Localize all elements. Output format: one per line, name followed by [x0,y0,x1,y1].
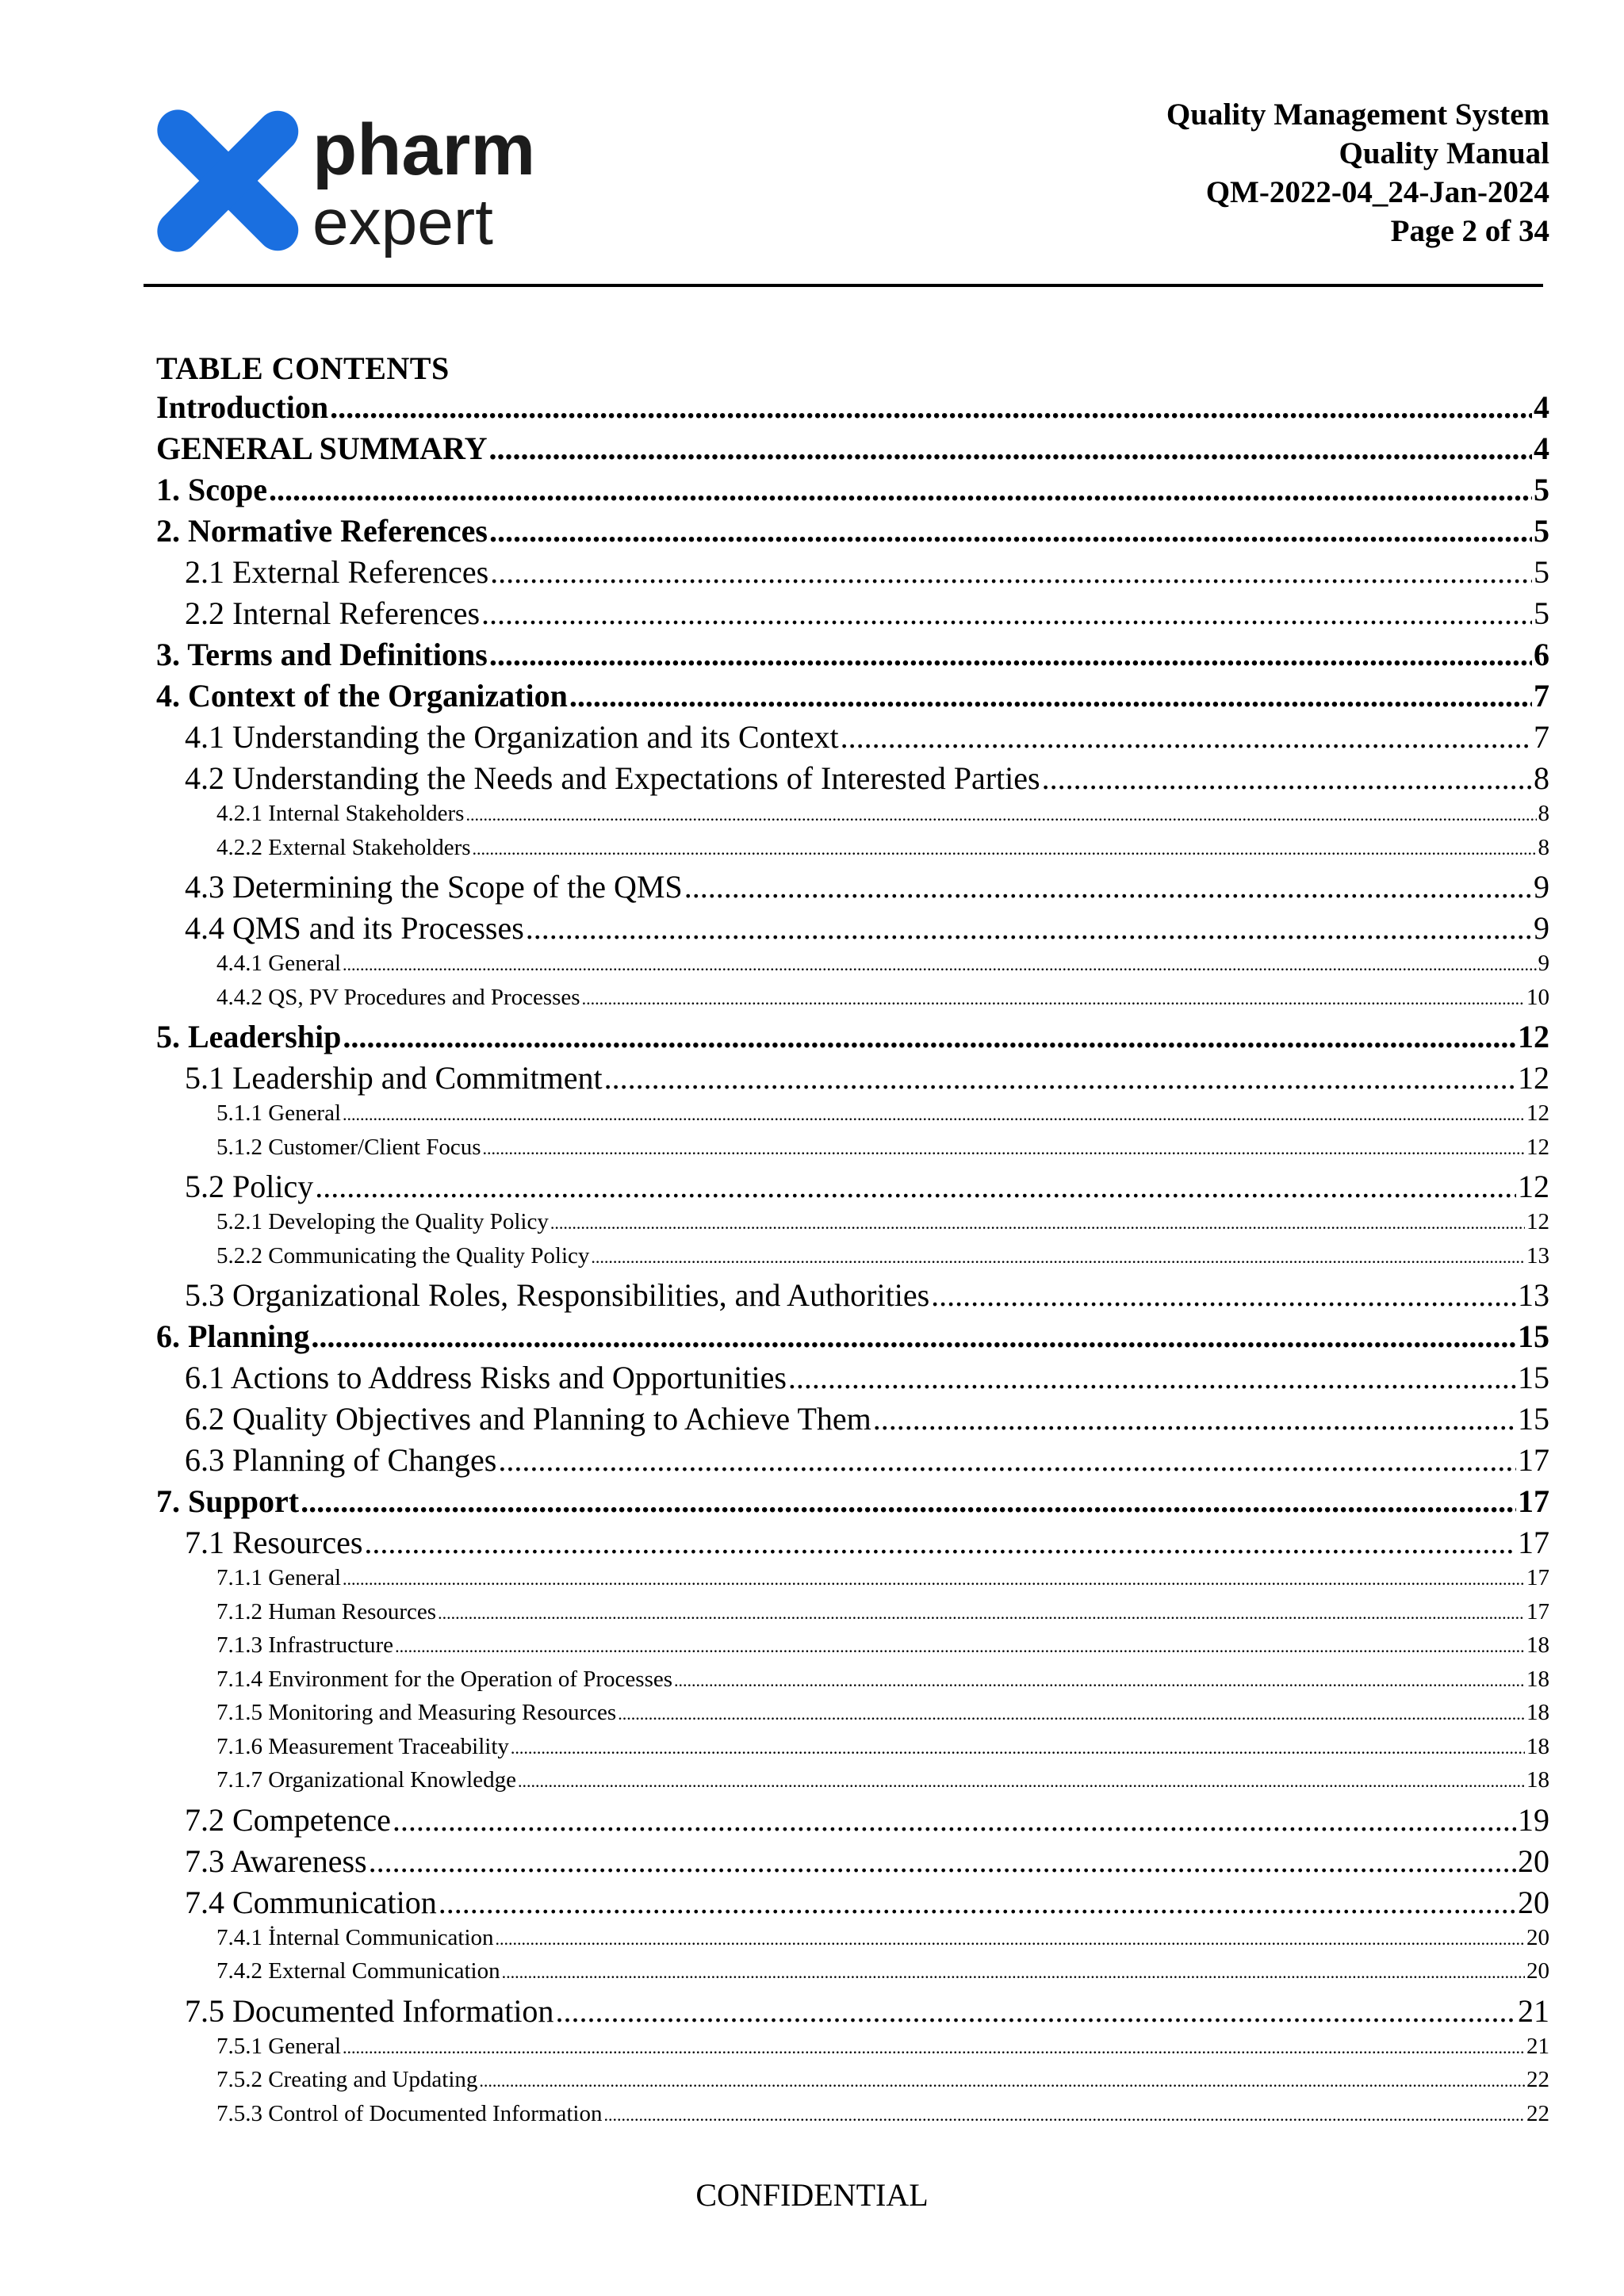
toc-entry[interactable] [156,553,1549,595]
toc-entry-page: 9 [1534,869,1549,905]
toc-dot-leader [364,1524,1516,1561]
toc-entry-page: 18 [1526,1700,1549,1725]
toc-entry-label: 7.5.2 Creating and Updating [216,2067,478,2092]
toc-entry-label: 7.1 Resources [185,1525,363,1560]
toc-entry[interactable] [156,677,1549,718]
toc-dot-leader [550,1213,1525,1234]
toc-entry-page: 17 [1518,1442,1549,1478]
toc-entry-page: 22 [1526,2067,1549,2092]
toc-entry-label: 4.1 Understanding the Organization and its Context [185,719,839,755]
toc-entry-page: 18 [1526,1666,1549,1692]
toc-entry-page: 6 [1534,637,1549,672]
toc-entry[interactable] [156,718,1549,760]
header-document-title: Quality Manual [1339,136,1549,170]
toc-entry-page: 15 [1518,1318,1549,1354]
toc-entry[interactable] [156,2034,1549,2067]
toc-entry[interactable] [156,1767,1549,1800]
toc-entry-page: 17 [1526,1565,1549,1590]
toc-entry-page: 20 [1518,1884,1549,1920]
toc-entry-page: 12 [1518,1019,1549,1054]
toc-dot-leader [788,1359,1516,1396]
header-document-code: QM-2022-04_24-Jan-2024 [1205,175,1549,209]
toc-entry-label: 5.2 Policy [185,1169,314,1204]
toc-dot-leader [841,718,1532,756]
toc-entry-page: 19 [1518,1801,1549,1838]
toc-entry-label: 2.2 Internal References [185,595,481,631]
toc-entry[interactable] [156,1884,1549,1925]
toc-entry[interactable] [156,2067,1549,2100]
toc-entry-label: 7.1.3 Infrastructure [216,1632,394,1658]
toc-dot-leader [369,1843,1516,1880]
toc-entry[interactable] [156,835,1549,868]
toc-entry-label: 6.1 Actions to Address Risks and Opportunities [185,1360,787,1395]
toc-entry[interactable] [156,1276,1549,1318]
toc-entry-label: 7.5 Documented Information [185,1992,554,2029]
toc-entry-page: 18 [1526,1733,1549,1759]
toc-entry[interactable] [156,636,1549,677]
toc-dot-leader [343,2038,1525,2058]
toc-dot-leader [496,1929,1525,1950]
toc-entry-label: 7.1.5 Monitoring and Measuring Resources [216,1700,617,1725]
toc-entry[interactable] [156,1958,1549,1992]
toc-dot-leader [479,2071,1525,2091]
toc-entry[interactable] [156,1667,1549,1700]
toc-entry-page: 7 [1534,719,1549,755]
toc-dot-leader [684,868,1532,905]
toc-entry-label: 5.1.1 General [216,1100,342,1126]
toc-dot-leader [674,1670,1525,1691]
toc-entry-label: 5.1.2 Customer/Client Focus [216,1134,481,1160]
toc-entry-page: 5 [1534,595,1549,631]
toc-entry[interactable] [156,1700,1549,1733]
toc-entry[interactable] [156,909,1549,951]
toc-entry[interactable] [156,1359,1549,1400]
toc-entry-page: 20 [1526,1958,1549,1984]
toc-title: TABLE CONTENTS [156,350,450,386]
toc-entry-label: GENERAL SUMMARY [156,430,488,466]
toc-entry-page: 9 [1538,951,1549,976]
toc-entry[interactable] [156,1925,1549,1958]
toc-entry-label: 4.4 QMS and its Processes [185,910,524,946]
toc-dot-leader [498,1441,1516,1479]
toc-dot-leader [343,955,1536,975]
toc-entry-label: 7.1.4 Environment for the Operation of Processes [216,1666,673,1692]
toc-entry-page: 13 [1518,1277,1549,1313]
toc-entry[interactable] [156,1318,1549,1359]
toc-entry-page: 12 [1518,1169,1549,1204]
toc-entry-page: 9 [1534,910,1549,946]
toc-entry[interactable] [156,1843,1549,1884]
toc-entry[interactable] [156,985,1549,1018]
svg-text:pharm: pharm [312,109,536,190]
toc-entry-label: 4.4.1 General [216,951,342,976]
toc-entry-label: 4.2.1 Internal Stakeholders [216,801,465,826]
toc-entry-page: 17 [1518,1525,1549,1560]
toc-entry-page: 5 [1534,472,1549,507]
toc-entry[interactable] [156,2101,1549,2134]
toc-entry-page: 18 [1526,1632,1549,1658]
toc-dot-leader [343,1018,1516,1055]
toc-entry-label: 5.2.2 Communicating the Quality Policy [216,1242,590,1269]
toc-entry[interactable] [156,760,1549,801]
toc-dot-leader [483,1138,1526,1159]
toc-entry[interactable] [156,1400,1549,1441]
toc-entry[interactable] [156,1734,1549,1767]
toc-dot-leader [1042,760,1532,797]
toc-entry-label: 1. Scope [156,472,267,507]
toc-entry-page: 17 [1518,1483,1549,1519]
toc-entry-label: 4.4.2 QS, PV Procedures and Processes [216,984,580,1010]
toc-entry[interactable] [156,1483,1549,1524]
toc-entry-page: 21 [1526,2033,1549,2059]
toc-dot-leader [465,805,1536,825]
toc-dot-leader [481,595,1532,632]
toc-entry-page: 18 [1526,1767,1549,1793]
toc-dot-leader [330,388,1532,426]
toc-entry[interactable] [156,868,1549,909]
toc-dot-leader [315,1168,1516,1205]
toc-dot-leader [438,1603,1525,1624]
toc-entry-label: 7.1.7 Organizational Knowledge [216,1767,516,1793]
toc-entry[interactable] [156,1243,1549,1276]
toc-entry-label: 6.3 Planning of Changes [185,1442,497,1478]
toc-entry[interactable] [156,1524,1549,1565]
toc-dot-leader [439,1884,1516,1921]
toc-entry-page: 4 [1534,430,1549,466]
toc-entry[interactable] [156,1059,1549,1100]
x-mark-icon [154,101,307,260]
toc-entry-label: 7. Support [156,1483,300,1519]
toc-dot-leader [490,553,1532,591]
toc-entry[interactable] [156,430,1549,471]
toc-entry-label: 2. Normative References [156,513,488,549]
toc-entry[interactable] [156,1599,1549,1632]
toc-dot-leader [526,909,1532,947]
toc-entry-page: 13 [1526,1242,1549,1269]
toc-dot-leader [569,677,1532,714]
toc-entry-label: 5.3 Organizational Roles, Responsibilities, and Authorities [185,1277,930,1313]
toc-entry-label: 6. Planning [156,1318,310,1354]
document-header-info [1166,95,1549,251]
toc-entry-label: 7.4 Communication [185,1884,437,1920]
toc-entry-label: 7.5.3 Control of Documented Information [216,2100,603,2126]
toc-entry-page: 20 [1518,1843,1549,1879]
toc-entry[interactable] [156,471,1549,512]
toc-dot-leader [931,1276,1516,1314]
toc-entry[interactable] [156,1209,1549,1242]
toc-entry-page: 15 [1518,1360,1549,1395]
toc-dot-leader [311,1318,1516,1355]
toc-entry-page: 10 [1526,984,1549,1010]
toc-dot-leader [343,1569,1525,1590]
toc-entry-label: 5. Leadership [156,1019,342,1054]
toc-dot-leader [603,2105,1525,2126]
toc-entry-label: 7.2 Competence [185,1801,391,1838]
toc-entry-label: 4.2.2 External Stakeholders [216,834,471,860]
toc-entry-page: 7 [1534,678,1549,714]
toc-dot-leader [489,636,1532,673]
toc-entry[interactable] [156,951,1549,984]
toc-entry[interactable] [156,1632,1549,1666]
toc-dot-leader [301,1483,1516,1520]
toc-entry-page: 4 [1534,389,1549,425]
toc-dot-leader [269,471,1532,508]
toc-entry-label: 7.1.2 Human Resources [216,1598,437,1624]
company-logo [154,101,566,260]
toc-entry[interactable] [156,1441,1549,1483]
toc-entry-page: 12 [1526,1209,1549,1234]
toc-entry[interactable] [156,1168,1549,1209]
toc-entry[interactable] [156,388,1549,430]
toc-entry-label: 6.2 Quality Objectives and Planning to Achieve Them [185,1401,871,1437]
toc-entry-label: 5.1 Leadership and Commitment [185,1060,603,1096]
pharm-expert-logo-icon [154,101,566,260]
header-page-number: Page 2 of 34 [1390,214,1549,248]
svg-text:expert: expert [312,186,493,258]
toc-dot-leader [604,1059,1516,1096]
toc-entry-page: 17 [1526,1598,1549,1624]
toc-dot-leader [489,512,1532,549]
toc-entry-label: Introduction [156,389,329,425]
toc-entry[interactable] [156,1100,1549,1134]
toc-entry-page: 8 [1538,801,1549,826]
toc-entry[interactable] [156,1565,1549,1598]
toc-entry[interactable] [156,512,1549,553]
toc-dot-leader [473,839,1537,859]
toc-entry-label: 4.3 Determining the Scope of the QMS [185,869,683,905]
toc-dot-leader [518,1771,1525,1792]
toc-entry-label: 4. Context of the Organization [156,678,568,714]
toc-entry-label: 7.1.6 Measurement Traceability [216,1733,509,1759]
toc-entry-page: 12 [1526,1100,1549,1126]
toc-entry-label: 7.1.1 General [216,1565,342,1590]
toc-entry[interactable] [156,595,1549,636]
toc-entry-page: 5 [1534,513,1549,549]
header-system-name: Quality Management System [1166,98,1549,132]
toc-entry-page: 21 [1518,1992,1549,2029]
toc-entry[interactable] [156,1801,1549,1843]
toc-dot-leader [511,1738,1525,1758]
toc-entry-page: 20 [1526,1924,1549,1950]
toc-entry[interactable] [156,801,1549,834]
toc-entry[interactable] [156,1135,1549,1168]
toc-entry-page: 22 [1526,2100,1549,2126]
toc-dot-leader [395,1636,1525,1657]
toc-dot-leader [393,1801,1516,1839]
toc-entry-page: 5 [1534,554,1549,590]
toc-dot-leader [343,1104,1525,1125]
footer-confidential: CONFIDENTIAL [695,2177,929,2213]
toc-entry-label: 5.2.1 Developing the Quality Policy [216,1209,549,1234]
toc-entry-label: 7.3 Awareness [185,1843,367,1879]
toc-entry-label: 2.1 External References [185,554,489,590]
toc-entry-label: 4.2 Understanding the Needs and Expectations of Interested Parties [185,760,1040,796]
toc-entry-label: 7.4.1 İnternal Communication [216,1924,494,1950]
toc-entry-label: 7.4.2 External Communication [216,1958,500,1984]
toc-entry-page: 8 [1538,834,1549,860]
toc-entry[interactable] [156,1018,1549,1059]
toc-dot-leader [591,1247,1525,1268]
toc-entry[interactable] [156,1992,1549,2034]
toc-entry-page: 8 [1534,760,1549,796]
toc-entry-page: 12 [1518,1060,1549,1096]
toc-entry-label: 7.5.1 General [216,2033,342,2059]
toc-dot-leader [873,1400,1516,1437]
toc-entry-label: 3. Terms and Definitions [156,637,488,672]
toc-dot-leader [502,1962,1525,1983]
toc-dot-leader [618,1704,1525,1724]
toc-entry-page: 12 [1526,1134,1549,1160]
header-divider [144,284,1543,287]
toc-dot-leader [555,1992,1516,2030]
toc-dot-leader [582,989,1525,1009]
toc-dot-leader [489,430,1533,467]
toc-entry-page: 15 [1518,1401,1549,1437]
